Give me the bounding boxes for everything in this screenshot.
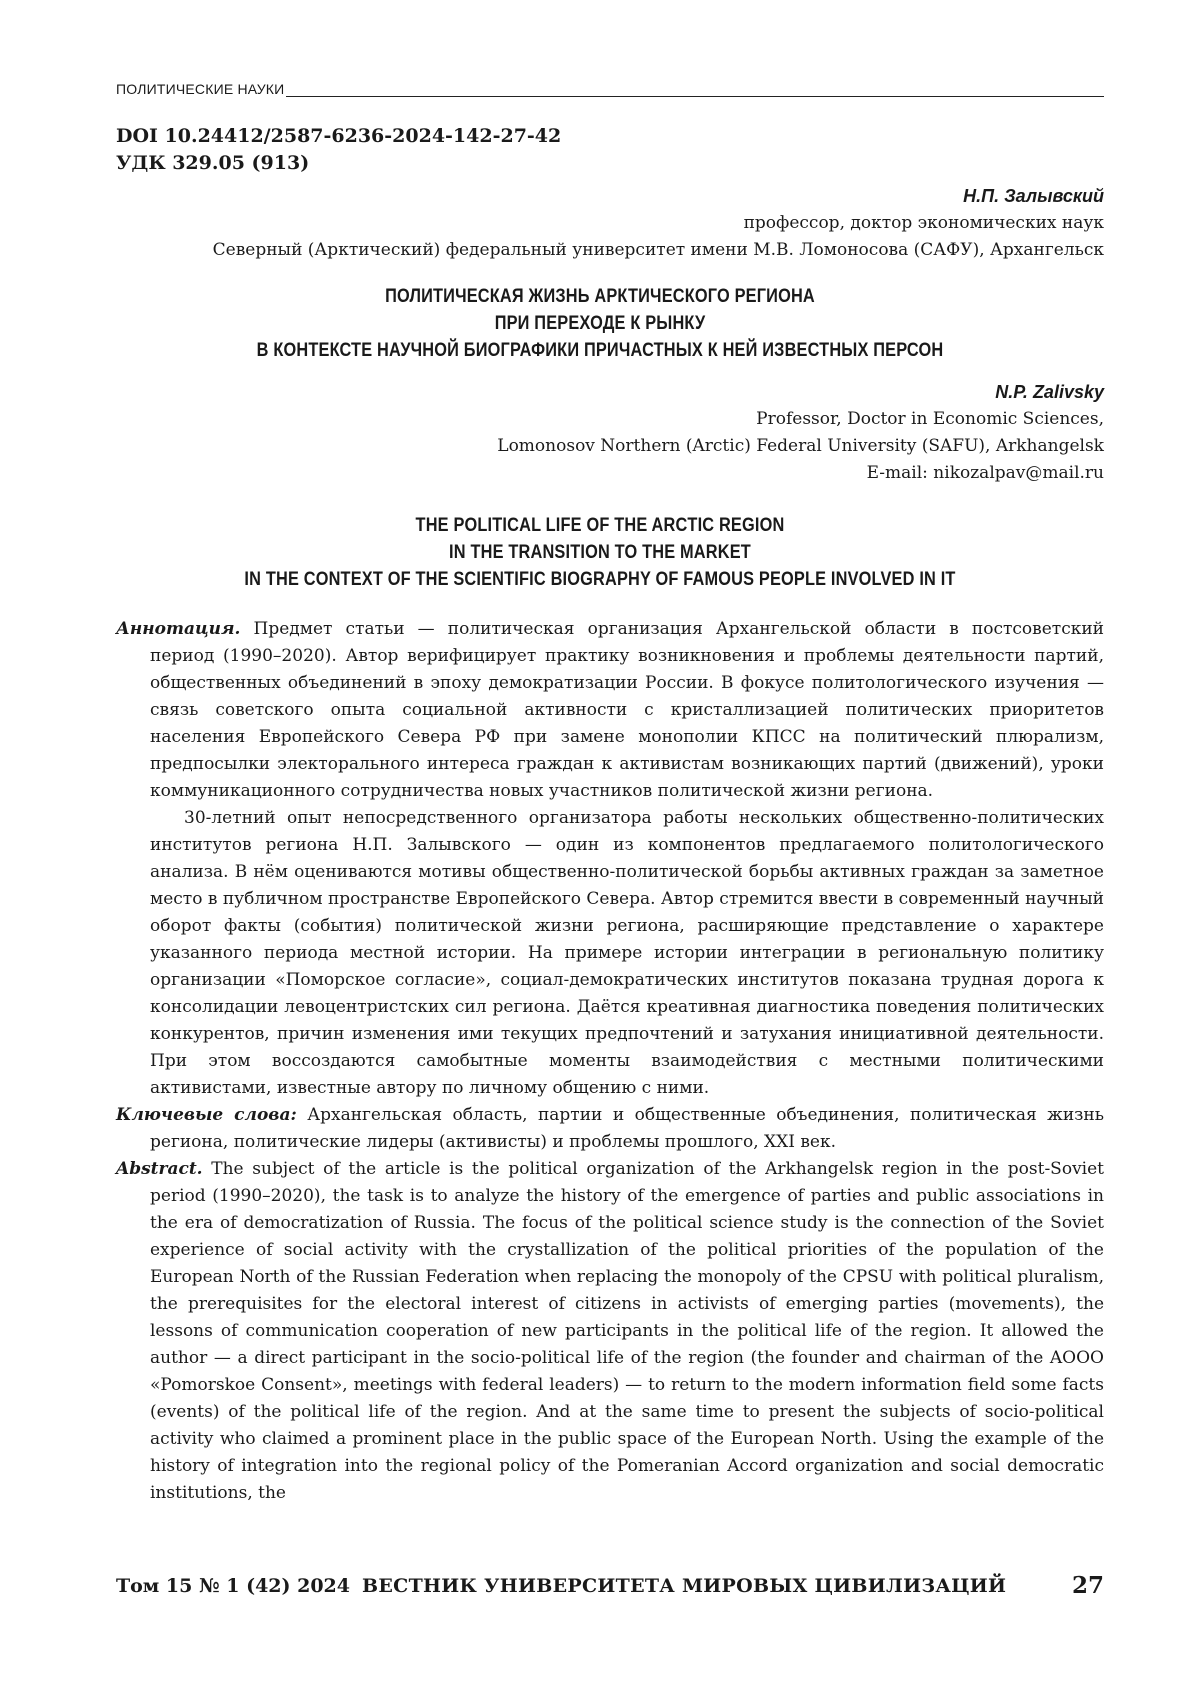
annotation-label: Аннотация. bbox=[116, 619, 241, 639]
ru-title-line: ПРИ ПЕРЕХОДЕ К РЫНКУ bbox=[494, 313, 706, 334]
page-footer bbox=[116, 1572, 1104, 1605]
ru-title-line: В КОНТЕКСТЕ НАУЧНОЙ БИОГРАФИКИ ПРИЧАСТНЫХ К НЕЙ ИЗВЕСТНЫХ ПЕРСОН bbox=[256, 340, 944, 361]
en-author-affiliation: Lomonosov Northern (Arctic) Federal University (SAFU), Arkhangelsk bbox=[497, 436, 1104, 456]
header-rule bbox=[286, 82, 1104, 97]
author-email: E-mail: nikozalpav@mail.ru bbox=[866, 463, 1104, 483]
ru-author-name: Н.П. Залывский bbox=[963, 186, 1104, 206]
abstract-paragraph bbox=[116, 1156, 1104, 1507]
running-head bbox=[116, 81, 1104, 97]
en-title-line: THE POLITICAL LIFE OF THE ARCTIC REGION bbox=[415, 515, 785, 536]
en-author-name: N.P. Zalivsky bbox=[995, 382, 1104, 402]
en-title-line: IN THE CONTEXT OF THE SCIENTIFIC BIOGRAPHY OF FAMOUS PEOPLE INVOLVED IN IT bbox=[244, 569, 956, 590]
en-author-block bbox=[497, 379, 1104, 487]
keywords-text: Архангельская область, партии и общественные объединения, политическая жизнь региона, политические лидеры (активисты) и проблемы прошлого, XXI век. bbox=[150, 1105, 1105, 1152]
article-identifiers bbox=[116, 123, 561, 177]
ru-article-title bbox=[170, 283, 1030, 364]
keywords-paragraph bbox=[116, 1102, 1104, 1156]
en-article-title bbox=[170, 512, 1030, 593]
journal-name: ВЕСТНИК УНИВЕРСИТЕТА МИРОВЫХ ЦИВИЛИЗАЦИЙ bbox=[362, 1575, 1007, 1597]
en-author-position: Professor, Doctor in Economic Sciences, bbox=[756, 409, 1104, 429]
abstract-label: Abstract. bbox=[116, 1159, 203, 1179]
doi: DOI 10.24412/2587-6236-2024-142-27-42 bbox=[116, 125, 562, 147]
ru-author-affiliation: Северный (Арктический) федеральный университет имени М.В. Ломоносова (САФУ), Архангельск bbox=[212, 240, 1104, 260]
keywords-label: Ключевые слова: bbox=[116, 1105, 297, 1125]
issue-info: Том 15 № 1 (42) 2024 bbox=[116, 1575, 351, 1597]
en-title-line: IN THE TRANSITION TO THE MARKET bbox=[449, 542, 751, 563]
abstract-text: The subject of the article is the political organization of the Arkhangelsk region in the post-Soviet period (1990–2020), the task is to analyze the history of the emergence of parties and public associations in the era of democratization of Russia. The focus of the political science study is the connection of the Soviet experience of social activity with the crystallization of the political priorities of the population of the European North of the Russian Federation when replacing the monopoly of the CPSU with political pluralism, the prerequisites for the electoral interest of citizens in activists of emerging parties (movements), the lessons of communication cooperation of new participants in the political life of the region. It allowed the author — a direct participant in the socio-political life of the region (the founder and chairman of the AOOO «Pomorskoe Consent», meetings with federal leaders) — to return to the modern information field some facts (events) of the political life of the region. And at the same time to present the subjects of socio-political activity who claimed a prominent place in the public space of the European North. Using the example of the history of integration into the regional policy of the Pomeranian Accord organization and social democratic institutions, the bbox=[150, 1159, 1105, 1503]
annotation-paragraph-2: 30-летний опыт непосредственного организатора работы нескольких общественно-политических институтов региона Н.П. Залывского — один из компонентов предлагаемого политологического анализа. В нём оцениваются мотивы общественно-политической борьбы активных граждан за заметное место в публичном пространстве Европейского Севера. Автор стремится ввести в современный научный оборот факты (события) политической жизни региона, расширяющие представление о характере указанного периода местной истории. На примере истории интеграции в региональную политику организации «Поморское согласие», социал-демократических институтов показана трудная дорога к консолидации левоцентристских сил региона. Даётся креативная диагностика поведения политических конкурентов, причин изменения ими текущих предпочтений и затухания инициативной деятельности. При этом воссоздаются самобытные моменты взаимодействия с местными политическими активистами, известные автору по личному общению с ними. bbox=[150, 808, 1104, 1098]
ru-title-line: ПОЛИТИЧЕСКАЯ ЖИЗНЬ АРКТИЧЕСКОГО РЕГИОНА bbox=[385, 286, 815, 307]
article-summary bbox=[116, 616, 1104, 1507]
page-number: 27 bbox=[1071, 1572, 1104, 1599]
annotation-text: Предмет статьи — политическая организация Архангельской области в постсоветский период (1990–2020). Автор верифицирует практику возникновения и проблемы деятельности партий, общественных объединений в эпоху демократизации России. В фокусе политологического изучения — связь советского опыта социальной активности с кристаллизацией политических приоритетов населения Европейского Севера РФ при замене монополии КПСС на политический плюрализм, предпосылки электорального интереса граждан к активистам возникающих партий (движений), уроки коммуникационного сотрудничества новых участников политической жизни региона. bbox=[150, 619, 1104, 801]
udk: УДК 329.05 (913) bbox=[116, 152, 310, 174]
ru-author-position: профессор, доктор экономических наук bbox=[743, 213, 1104, 233]
ru-author-block bbox=[213, 183, 1104, 264]
annotation-paragraph bbox=[116, 616, 1104, 805]
section-name: ПОЛИТИЧЕСКИЕ НАУКИ bbox=[116, 81, 285, 97]
